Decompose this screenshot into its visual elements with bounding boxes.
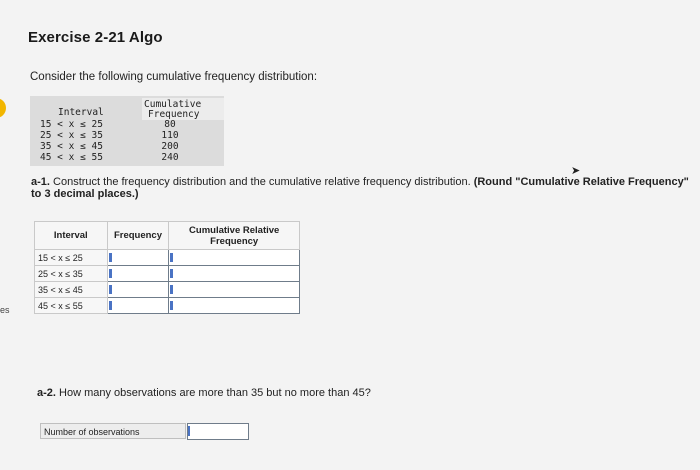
table-row xyxy=(35,298,300,314)
given-row-cf: 110 xyxy=(161,130,179,141)
given-row-interval: 15 < x ≤ 25 xyxy=(40,119,103,130)
row-interval: 15 < x ≤ 25 xyxy=(35,250,108,266)
question-a2-label: a-2. xyxy=(37,387,56,399)
observations-label: Number of observations xyxy=(40,423,186,439)
question-a1-text: Construct the frequency distribution and the cumulative relative frequency distribution. xyxy=(49,176,474,188)
frequency-input-field[interactable] xyxy=(108,251,169,264)
given-header-frequency: Frequency xyxy=(148,109,200,120)
answer-header-crf xyxy=(169,222,300,250)
given-row-interval: 35 < x ≤ 45 xyxy=(40,141,103,152)
question-a2-text: How many observations are more than 35 but no more than 45? xyxy=(55,387,371,399)
given-distribution-table xyxy=(30,96,224,166)
row-interval: 25 < x ≤ 35 xyxy=(35,266,108,282)
given-row-interval: 45 < x ≤ 55 xyxy=(40,152,103,163)
given-row-cf: 200 xyxy=(161,141,179,152)
frequency-input-field[interactable] xyxy=(108,267,169,280)
frequency-input-field[interactable] xyxy=(108,283,169,296)
mouse-cursor-icon: ➤ xyxy=(571,165,581,177)
cumulative-relative-frequency-input[interactable] xyxy=(169,282,300,298)
question-a2 xyxy=(37,387,371,399)
input-marker xyxy=(188,426,190,436)
given-row-cf: 240 xyxy=(161,152,179,163)
row-interval: 45 < x ≤ 55 xyxy=(35,298,108,314)
answer-header-frequency: Frequency xyxy=(107,222,169,250)
edge-text: es xyxy=(0,305,10,315)
row-interval: 35 < x ≤ 45 xyxy=(35,282,108,298)
given-header-cumulative: Cumulative xyxy=(144,99,202,110)
crf-input-field[interactable] xyxy=(169,283,299,296)
cumulative-relative-frequency-input[interactable] xyxy=(169,266,300,282)
question-a1 xyxy=(31,176,696,200)
table-row xyxy=(35,266,300,282)
frequency-input[interactable] xyxy=(107,266,169,282)
crf-input-field[interactable] xyxy=(169,299,299,312)
given-row-interval: 25 < x ≤ 35 xyxy=(40,130,103,141)
given-header-interval: Interval xyxy=(58,107,104,118)
table-row xyxy=(35,282,300,298)
cumulative-relative-frequency-input[interactable] xyxy=(169,250,300,266)
table-row xyxy=(35,250,300,266)
given-row-cf: 80 xyxy=(164,119,176,130)
question-a1-round-note: (Round "Cumulative Relative Frequency" to 3 decimal places.) xyxy=(31,176,689,200)
frequency-input-field[interactable] xyxy=(108,299,169,312)
question-a1-label: a-1. xyxy=(31,176,50,188)
answer-header-interval: Interval xyxy=(35,222,108,250)
frequency-input[interactable] xyxy=(107,282,169,298)
cumulative-relative-frequency-input[interactable] xyxy=(169,298,300,314)
crf-input-field[interactable] xyxy=(169,251,299,264)
observations-input[interactable] xyxy=(187,423,249,440)
intro-text: Consider the following cumulative frequency distribution: xyxy=(30,71,318,83)
frequency-input[interactable] xyxy=(107,298,169,314)
answer-header-crf-label: Cumulative Relative Frequency xyxy=(189,224,280,247)
answer-table xyxy=(34,221,300,314)
frequency-input[interactable] xyxy=(107,250,169,266)
exercise-title: Exercise 2-21 Algo xyxy=(28,29,163,46)
side-tab-marker[interactable] xyxy=(0,98,6,118)
crf-input-field[interactable] xyxy=(169,267,299,280)
